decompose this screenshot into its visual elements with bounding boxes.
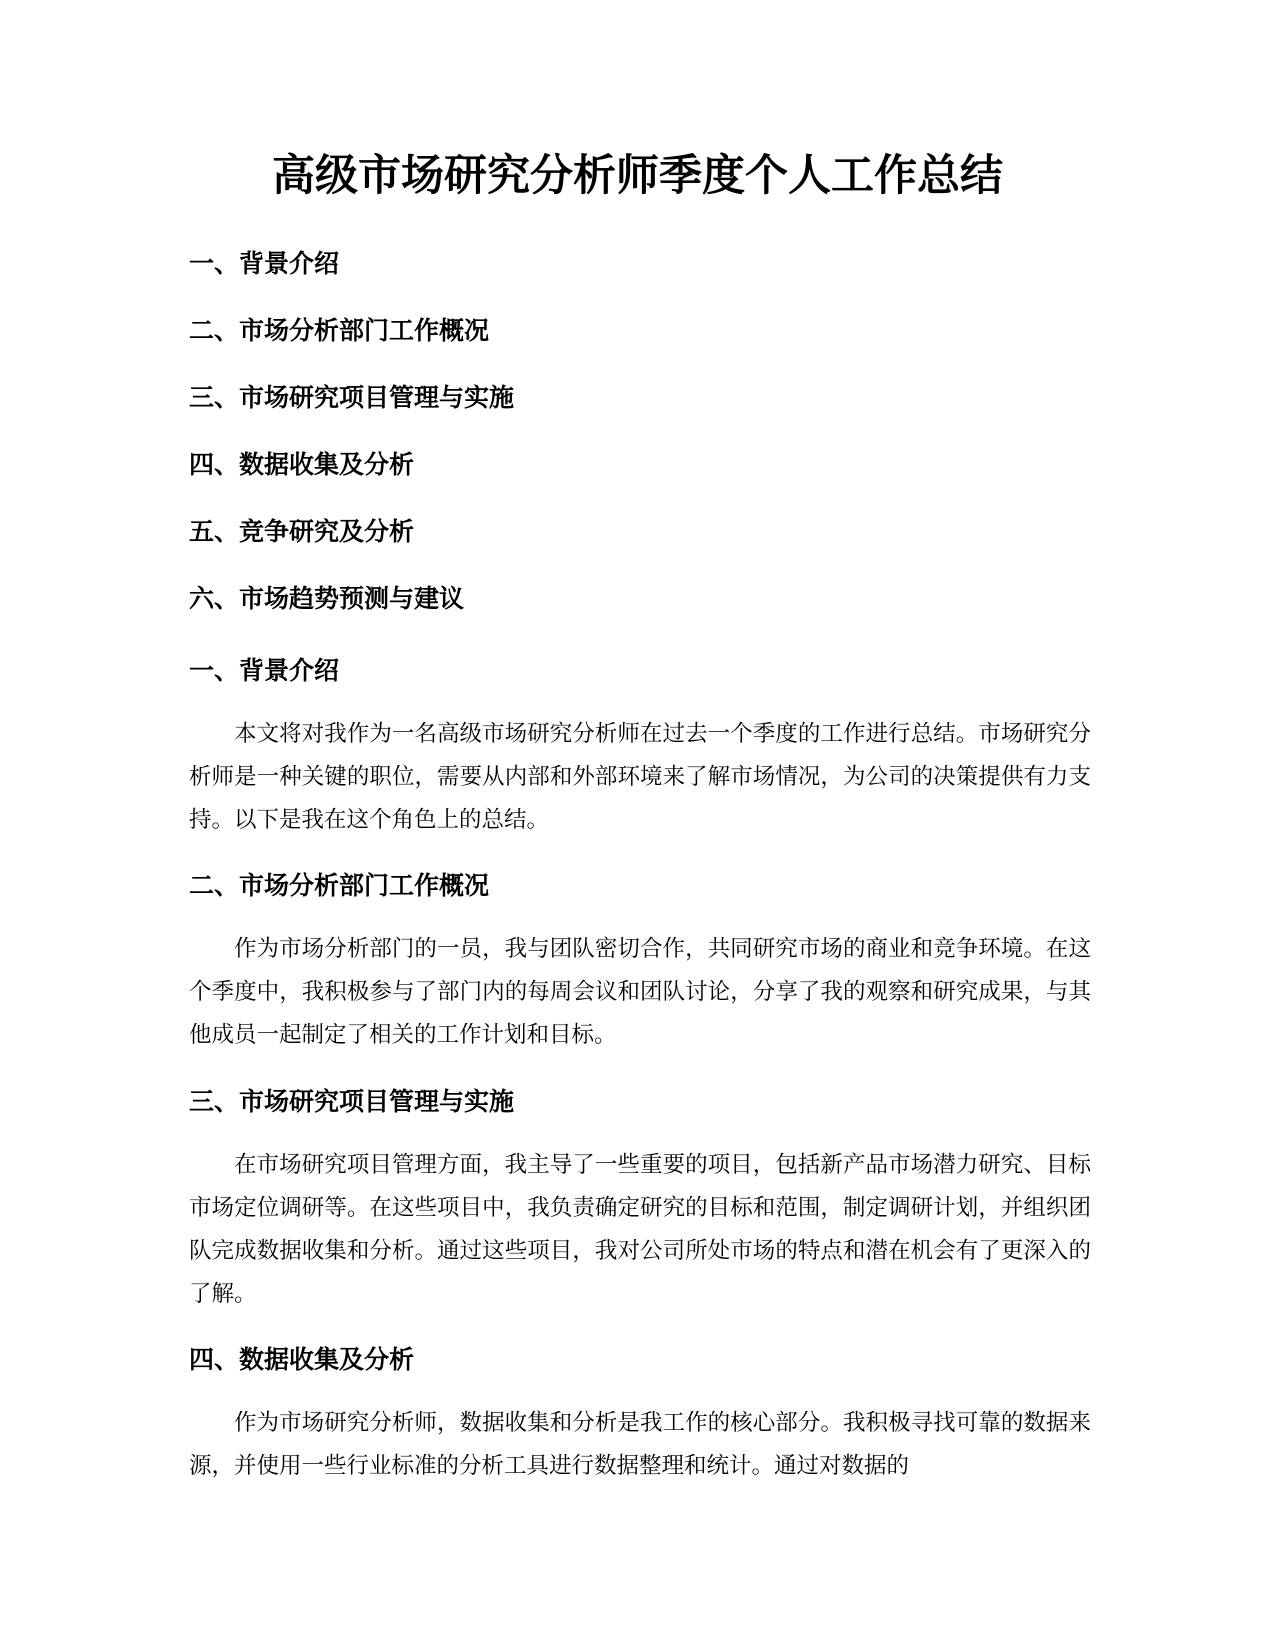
- document-title: 高级市场研究分析师季度个人工作总结: [272, 151, 1003, 201]
- toc-item: 六、市场趋势预测与建议: [189, 584, 465, 613]
- section-background: [189, 651, 1091, 842]
- section-department-overview: [189, 866, 1091, 1057]
- section-body: 作为市场研究分析师，数据收集和分析是我工作的核心部分。我积极寻找可靠的数据来源，并使用一些行业标准的分析工具进行数据整理和统计。通过对数据的: [189, 1410, 1091, 1479]
- toc-item: 二、市场分析部门工作概况: [189, 316, 490, 345]
- table-of-contents: [189, 244, 1089, 646]
- section-heading: 二、市场分析部门工作概况: [189, 871, 490, 900]
- section-body: 在市场研究项目管理方面，我主导了一些重要的项目，包括新产品市场潜力研究、目标市场定位调研等。在这些项目中，我负责确定研究的目标和范围，制定调研计划，并组织团队完成数据收集和分析。通过这些项目，我对公司所处市场的特点和潜在机会有了更深入的了解。: [189, 1152, 1091, 1307]
- section-heading: 四、数据收集及分析: [189, 1345, 415, 1374]
- section-heading: 一、背景介绍: [189, 656, 340, 685]
- section-data-analysis: [189, 1340, 1091, 1488]
- section-body: 本文将对我作为一名高级市场研究分析师在过去一个季度的工作进行总结。市场研究分析师是一种关键的职位，需要从内部和外部环境来了解市场情况，为公司的决策提供有力支持。以下是我在这个角色上的总结。: [189, 721, 1091, 833]
- toc-item: 一、背景介绍: [189, 249, 340, 278]
- section-body: 作为市场分析部门的一员，我与团队密切合作，共同研究市场的商业和竞争环境。在这个季度中，我积极参与了部门内的每周会议和团队讨论，分享了我的观察和研究成果，与其他成员一起制定了相关的工作计划和目标。: [189, 936, 1091, 1048]
- toc-item: 四、数据收集及分析: [189, 450, 415, 479]
- toc-item: 三、市场研究项目管理与实施: [189, 383, 515, 412]
- section-heading: 三、市场研究项目管理与实施: [189, 1087, 515, 1116]
- section-project-management: [189, 1082, 1091, 1316]
- toc-item: 五、竞争研究及分析: [189, 517, 415, 546]
